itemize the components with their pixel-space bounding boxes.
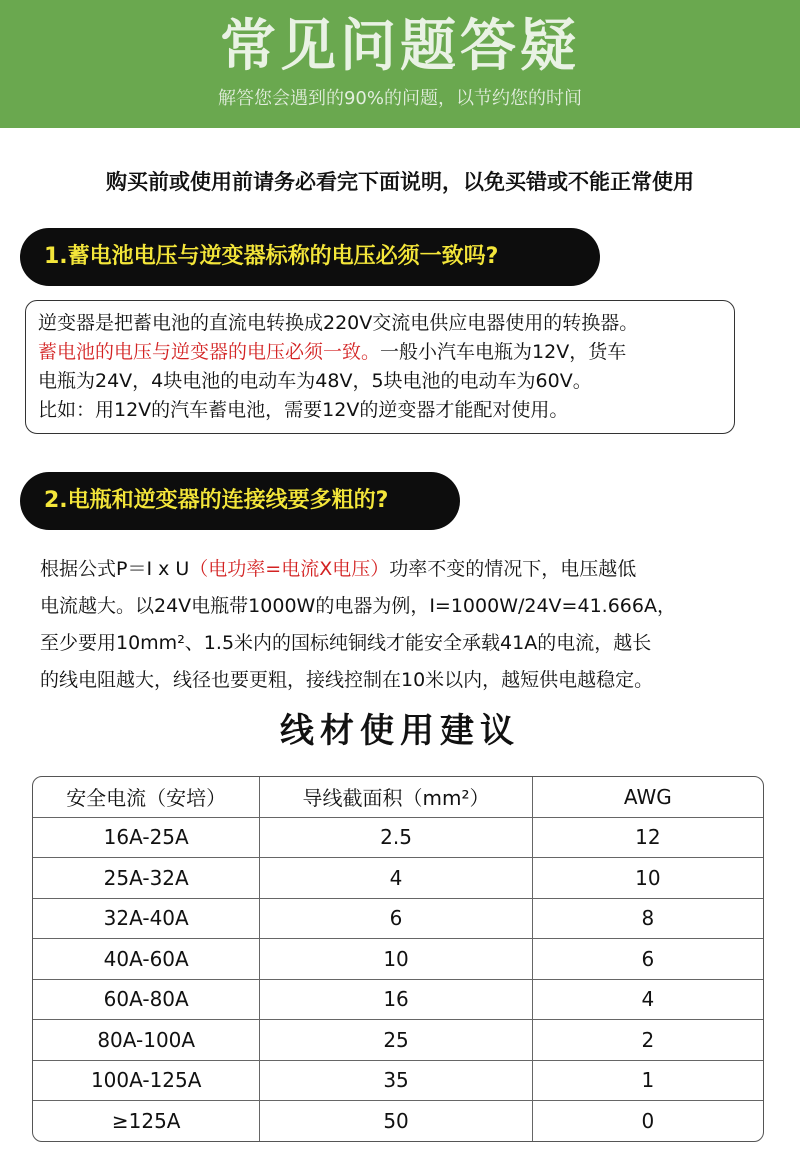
cell-current: 25A-32A bbox=[33, 858, 260, 899]
cell-awg: 2 bbox=[533, 1020, 763, 1061]
answer-1-line-2-rest: 一般小汽车电瓶为12V，货车 bbox=[380, 341, 627, 363]
table-row bbox=[33, 858, 763, 899]
cell-awg: 8 bbox=[533, 899, 763, 940]
answer-1-line-2 bbox=[38, 338, 722, 367]
cell-awg: 4 bbox=[533, 980, 763, 1021]
answer-1-line-3: 电瓶为24V，4块电池的电动车为48V，5块电池的电动车为60V。 bbox=[38, 370, 592, 392]
cell-awg: 6 bbox=[533, 939, 763, 980]
header-awg: AWG bbox=[533, 777, 763, 818]
cell-current: 80A-100A bbox=[33, 1020, 260, 1061]
formula-text: 根据公式P＝I x U bbox=[40, 558, 190, 580]
wire-gauge-table bbox=[32, 776, 764, 1142]
answer-1-highlight: 蓄电池的电压与逆变器的电压必须一致。 bbox=[38, 341, 381, 363]
cell-awg: 12 bbox=[533, 818, 763, 859]
table-title: 线材使用建议 bbox=[280, 711, 520, 751]
cell-current: 60A-80A bbox=[33, 980, 260, 1021]
cell-awg: 1 bbox=[533, 1061, 763, 1102]
cell-cross-section: 25 bbox=[260, 1020, 532, 1061]
answer-1-box bbox=[25, 300, 735, 434]
table-row bbox=[33, 1101, 763, 1141]
table-row bbox=[33, 899, 763, 940]
table-header-row bbox=[33, 777, 763, 818]
table-row bbox=[33, 818, 763, 859]
cell-cross-section: 50 bbox=[260, 1101, 532, 1141]
table-row bbox=[33, 1061, 763, 1102]
question-2-heading: 2.电瓶和逆变器的连接线要多粗的? bbox=[20, 472, 460, 530]
cell-cross-section: 10 bbox=[260, 939, 532, 980]
answer-2-text bbox=[40, 551, 780, 699]
answer-2-line-1-rest: 功率不变的情况下，电压越低 bbox=[389, 558, 637, 580]
table-row bbox=[33, 939, 763, 980]
page-subtitle: 解答您会遇到的90%的问题，以节约您的时间 bbox=[217, 88, 582, 109]
cell-cross-section: 6 bbox=[260, 899, 532, 940]
table-row bbox=[33, 980, 763, 1021]
answer-1-line-1: 逆变器是把蓄电池的直流电转换成220V交流电供应电器使用的转换器。 bbox=[38, 312, 639, 334]
answer-2-line-4: 的线电阻越大，线径也要更粗，接线控制在10米以内，越短供电越稳定。 bbox=[40, 669, 654, 691]
question-1-heading: 1.蓄电池电压与逆变器标称的电压必须一致吗? bbox=[20, 228, 600, 286]
cell-awg: 0 bbox=[641, 1108, 655, 1133]
page-title: 常见问题答疑 bbox=[220, 14, 580, 79]
cell-cross-section: 16 bbox=[260, 980, 532, 1021]
header-banner bbox=[0, 0, 800, 128]
cell-current: 40A-60A bbox=[33, 939, 260, 980]
cell-current: 100A-125A bbox=[33, 1061, 260, 1102]
header-current: 安全电流（安培） bbox=[33, 777, 260, 818]
purchase-notice: 购买前或使用前请务必看完下面说明，以免买错或不能正常使用 bbox=[106, 170, 694, 194]
cell-cross-section: 4 bbox=[260, 858, 532, 899]
answer-1-line-4: 比如：用12V的汽车蓄电池，需要12V的逆变器才能配对使用。 bbox=[38, 399, 569, 421]
cell-current: ≥125A bbox=[33, 1101, 260, 1141]
answer-2-line-3: 至少要用10mm²、1.5米内的国标纯铜线才能安全承载41A的电流，越长 bbox=[40, 632, 652, 654]
cell-current: 32A-40A bbox=[33, 899, 260, 940]
cell-current: 16A-25A bbox=[33, 818, 260, 859]
formula-highlight: （电功率=电流X电压） bbox=[189, 558, 390, 580]
table-row bbox=[33, 1020, 763, 1061]
answer-2-line-1 bbox=[40, 551, 780, 588]
cell-awg: 10 bbox=[533, 858, 763, 899]
cell-cross-section: 2.5 bbox=[260, 818, 532, 859]
answer-2-line-2: 电流越大。以24V电瓶带1000W的电器为例，I=1000W/24V=41.666A， bbox=[40, 595, 676, 617]
header-cross-section: 导线截面积（mm²） bbox=[260, 777, 532, 818]
cell-cross-section: 35 bbox=[260, 1061, 532, 1102]
